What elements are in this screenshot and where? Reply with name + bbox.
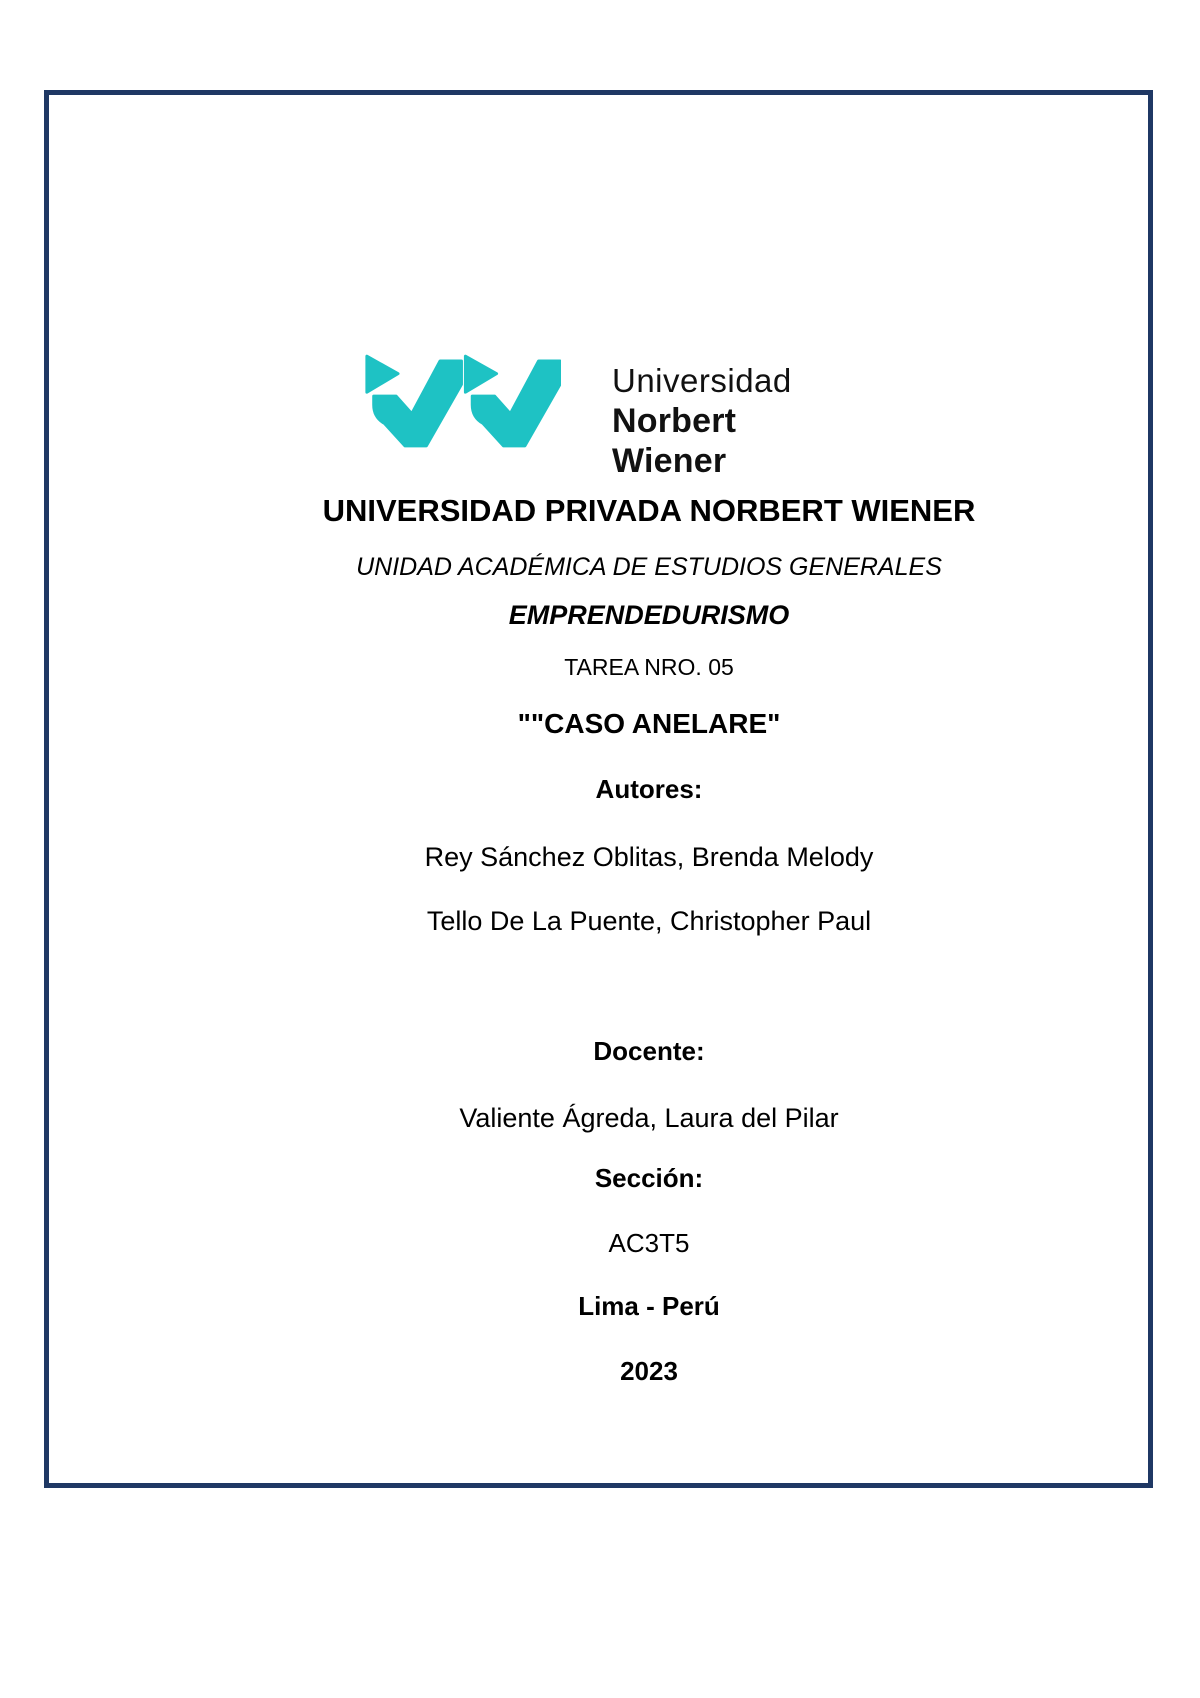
author-line-1: Rey Sánchez Oblitas, Brenda Melody (424, 842, 874, 872)
section-label: Sección: (594, 1163, 704, 1193)
logo-wordmark-line1: Universidad (612, 362, 792, 399)
university-logo (361, 349, 851, 480)
teacher-label: Docente: (593, 1036, 705, 1066)
cover-border (44, 90, 1153, 1488)
author-line-2: Tello De La Puente, Christopher Paul (426, 906, 872, 936)
university-logo-wordmark (612, 361, 851, 481)
logo-wordmark-line2: Norbert Wiener (612, 402, 737, 480)
university-name-title: UNIVERSIDAD PRIVADA NORBERT WIENER (322, 493, 976, 528)
section-code: AC3T5 (608, 1228, 690, 1258)
academic-unit-subtitle: UNIDAD ACADÉMICA DE ESTUDIOS GENERALES (356, 553, 942, 581)
case-title: ""CASO ANELARE" (517, 708, 781, 739)
teacher-name: Valiente Ágreda, Laura del Pilar (459, 1103, 839, 1133)
assignment-number: TAREA NRO. 05 (564, 654, 734, 680)
university-logo-icon (361, 351, 561, 449)
course-title: EMPRENDEDURISMO (508, 600, 790, 630)
year-line: 2023 (620, 1356, 678, 1386)
authors-label: Autores: (595, 774, 703, 804)
location-line: Lima - Perú (578, 1291, 720, 1321)
